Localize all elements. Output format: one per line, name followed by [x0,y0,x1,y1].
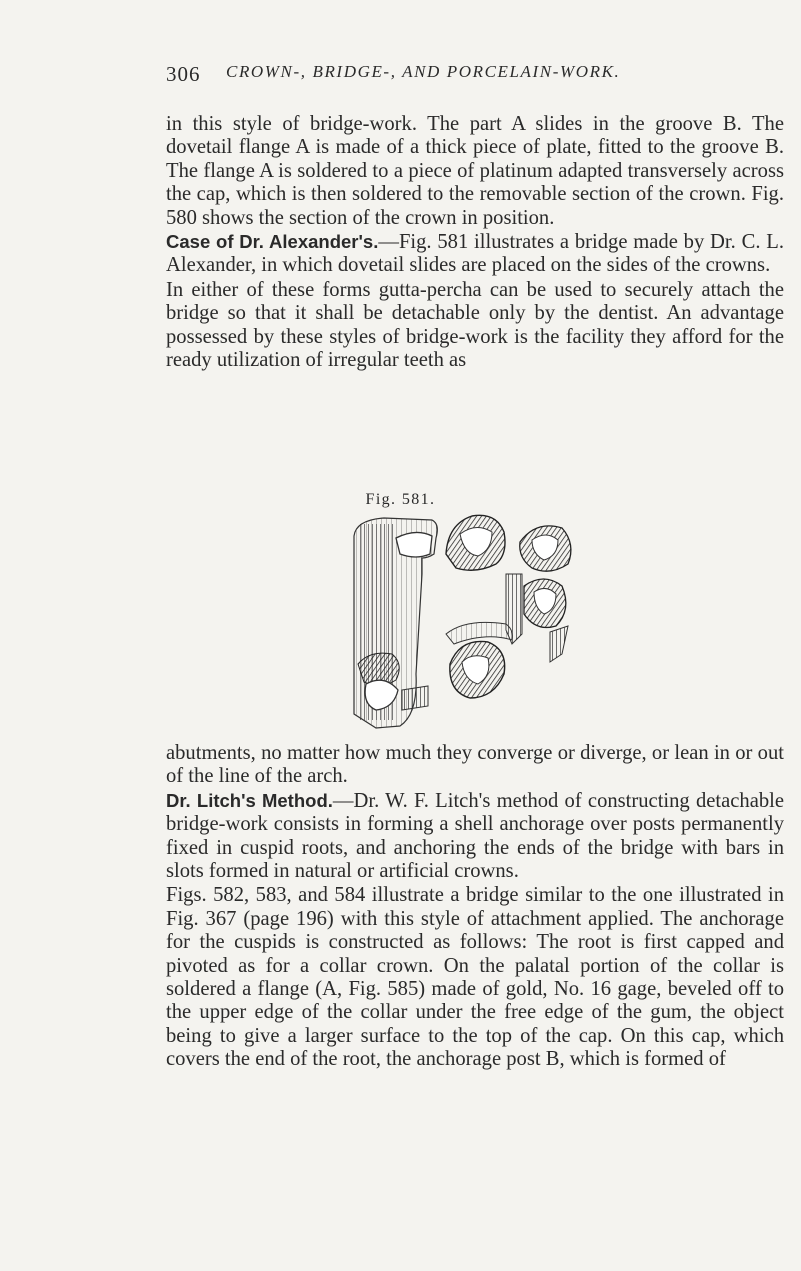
paragraph: in this style of bridge-work. The part A slides in the groove B. The dovetail flange A is made of a thick piece of plate, fitted to the groove B. The flange A is soldered to a piece of platinum adapted transversely across the cap, which is then soldered to the removable section of the crown. Fig. 580 shows the section of the crown in position. [166,113,784,229]
figure-caption: Fig. 581. [365,491,436,508]
paragraph: Dr. Litch's Method.—Dr. W. F. Litch's method of constructing detachable bridge-work consists in forming a shell anchorage over posts permanently fixed in cuspid roots, and anchoring the ends of the bridge with bars in slots formed in natural or artificial crowns. [166,789,784,883]
running-head: CROWN-, BRIDGE-, AND PORCELAIN-WORK. [226,62,621,81]
figure-581-illustration [336,514,636,736]
page-number: 306 [166,62,201,86]
bridge-engraving [336,514,636,736]
paragraph: abutments, no matter how much they converge or diverge, or lean in or out of the line of the arch. [166,742,784,788]
paragraph: Case of Dr. Alexander's.—Fig. 581 illustrates a bridge made by Dr. C. L. Alexander, in which dovetail slides are placed on the sides of the crowns. [166,231,784,277]
paragraph: In either of these forms gutta-percha can be used to securely attach the bridge so that it shall be detachable only by the dentist. An advantage possessed by these styles of bridge-work is the facility they afford for the ready utilization of irregular teeth as [166,278,784,372]
paragraph-heading: Case of Dr. Alexander's. [166,231,379,253]
paragraph-heading: Dr. Litch's Method. [166,789,333,811]
text-block-top [166,112,784,372]
text-block-bottom [166,741,784,1072]
paragraph: Figs. 582, 583, and 584 illustrate a bridge similar to the one illustrated in Fig. 367 (page 196) with this style of attachment applied. The anchorage for the cuspids is constructed as follows: The root is first capped and pivoted as for a collar crown. On the palatal portion of the collar is soldered a flange (A, Fig. 585) made of gold, No. 16 gage, beveled off to the upper edge of the collar under the free edge of the gum, the object being to give a larger surface to the top of the cap. On this cap, which covers the end of the root, the anchorage post B, which is formed of [166,884,784,1071]
page-header [0,62,801,92]
